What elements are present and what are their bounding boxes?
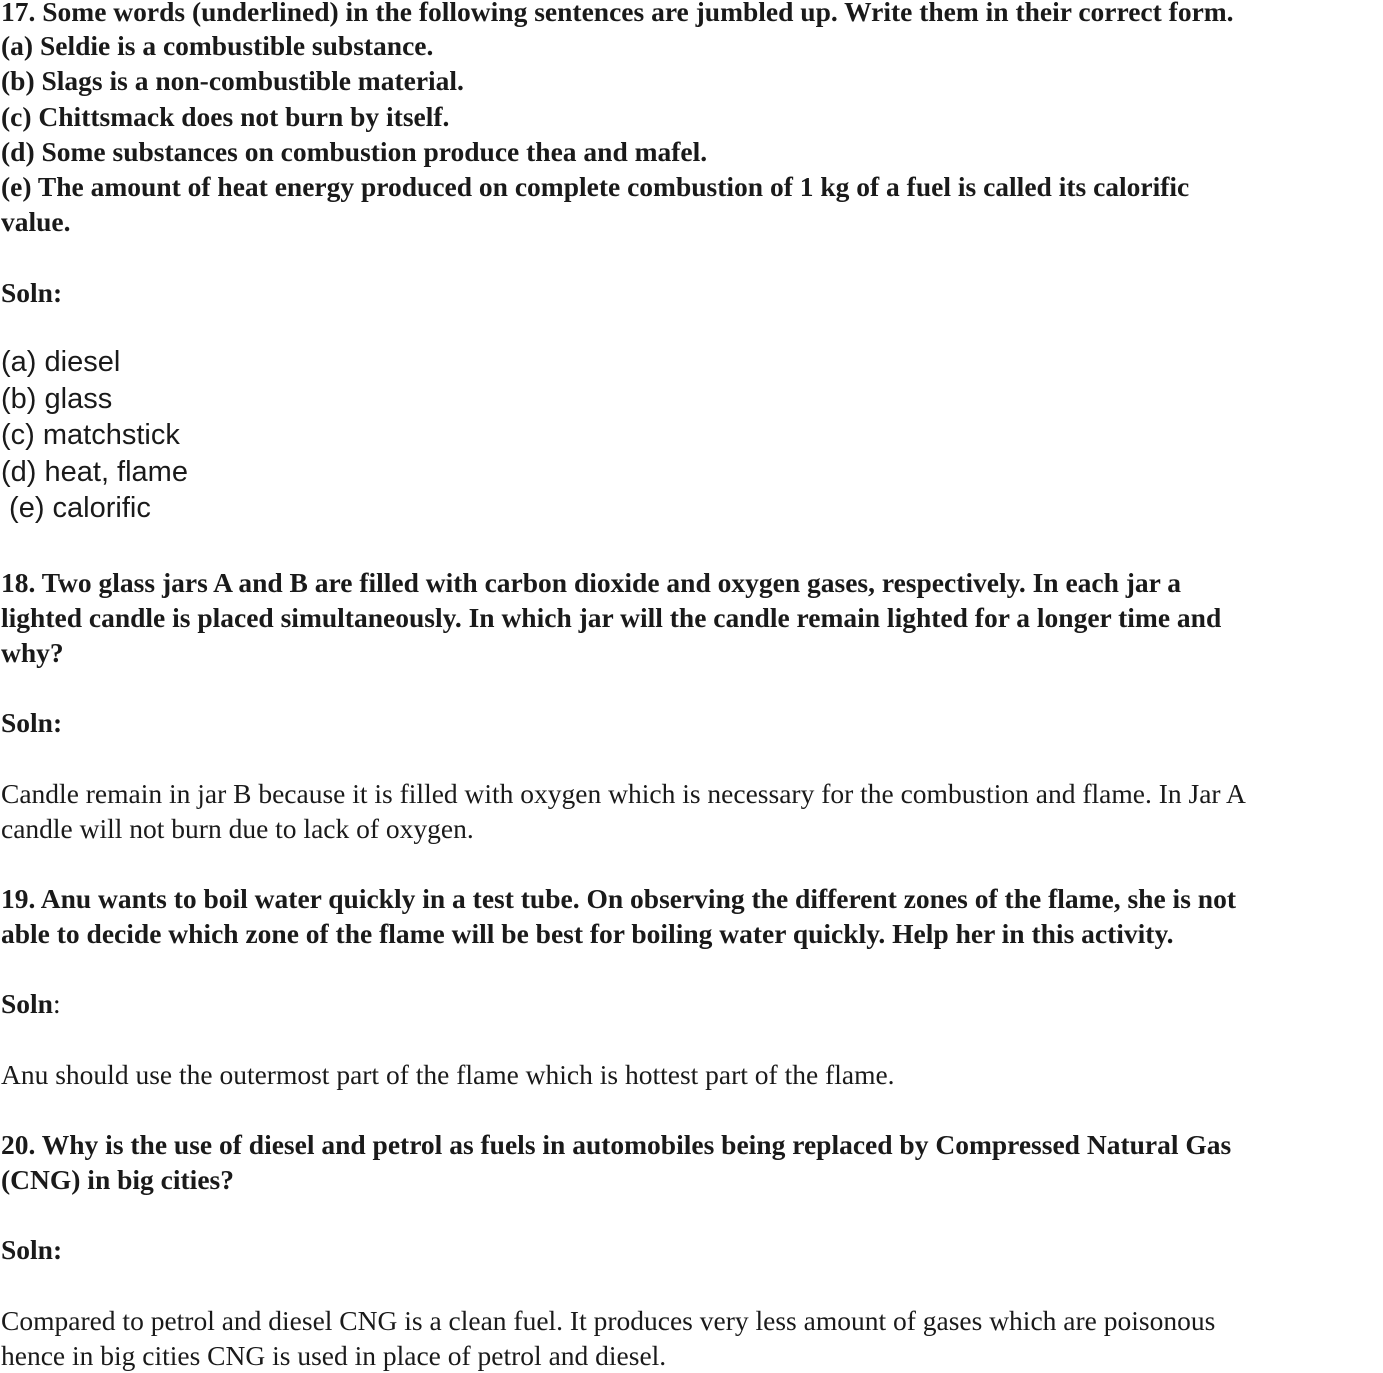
q17-answer-d: (d) heat, flame xyxy=(1,456,188,488)
q17-answer-a: (a) diesel xyxy=(1,346,121,378)
q17-answer-e: (e) calorific xyxy=(1,492,151,524)
q20-question-line2: (CNG) in big cities? xyxy=(1,1164,234,1195)
q17-item-b: (b) Slags is a non-combustible material. xyxy=(1,65,464,96)
q18-answer-line2: candle will not burn due to lack of oxygen. xyxy=(1,813,474,844)
q18-question-line2: lighted candle is placed simultaneously. In which jar will the candle remain lighted for a longer time and xyxy=(1,602,1222,633)
q19-soln-colon: : xyxy=(52,988,61,1019)
q19-soln-text: Soln xyxy=(1,988,53,1019)
q17-answer-b: (b) glass xyxy=(1,383,113,415)
q20-answer-line1: Compared to petrol and diesel CNG is a clean fuel. It produces very less amount of gases which are poisonous xyxy=(1,1305,1216,1336)
q17-item-d: (d) Some substances on combustion produce thea and mafel. xyxy=(1,136,708,167)
q19-soln-label xyxy=(1,987,61,1021)
q17-answer-c: (c) matchstick xyxy=(1,419,180,451)
q20-answer-line2: hence in big cities CNG is used in place of petrol and diesel. xyxy=(1,1340,667,1371)
q19-answer: Anu should use the outermost part of the flame which is hottest part of the flame. xyxy=(1,1059,895,1090)
q17-question: 17. Some words (underlined) in the following sentences are jumbled up. Write them in their correct form. xyxy=(1,0,1234,27)
q17-soln-label: Soln: xyxy=(1,277,63,308)
q17-item-e-line1: (e) The amount of heat energy produced on complete combustion of 1 kg of a fuel is called its calorific xyxy=(1,171,1190,202)
q19-question-line1: 19. Anu wants to boil water quickly in a test tube. On observing the different zones of the flame, she is not xyxy=(1,883,1236,914)
q20-question-line1: 20. Why is the use of diesel and petrol as fuels in automobiles being replaced by Compressed Natural Gas xyxy=(1,1129,1232,1160)
q17-item-e-line2: value. xyxy=(1,206,71,237)
q17-item-a: (a) Seldie is a combustible substance. xyxy=(1,30,434,61)
q17-item-c: (c) Chittsmack does not burn by itself. xyxy=(1,101,450,132)
q18-question-line3: why? xyxy=(1,637,64,668)
q18-soln-label: Soln: xyxy=(1,707,63,738)
q20-soln-label: Soln: xyxy=(1,1234,63,1265)
q19-question-line2: able to decide which zone of the flame will be best for boiling water quickly. Help her in this activity. xyxy=(1,918,1174,949)
q18-question-line1: 18. Two glass jars A and B are filled with carbon dioxide and oxygen gases, respectively. In each jar a xyxy=(1,567,1182,598)
q18-answer-line1: Candle remain in jar B because it is filled with oxygen which is necessary for the combustion and flame. In Jar A xyxy=(1,778,1246,809)
